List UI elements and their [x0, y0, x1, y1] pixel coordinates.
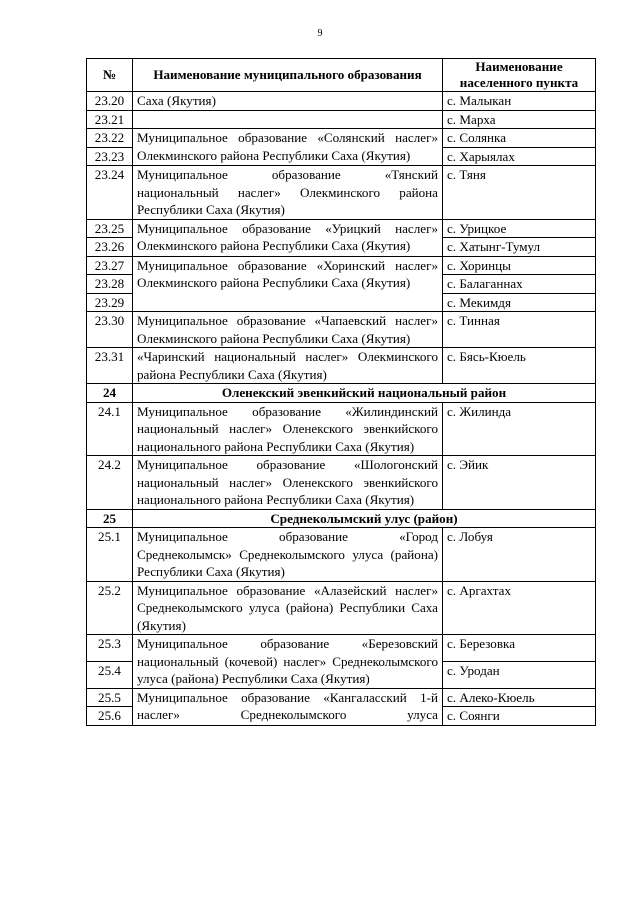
- row-number: 25.3: [87, 635, 133, 662]
- settlement-cell: с. Малыкан: [443, 92, 596, 111]
- settlement-cell: с. Эйик: [443, 456, 596, 510]
- row-number: 23.27: [87, 256, 133, 275]
- row-number: 24.1: [87, 402, 133, 456]
- section-row: [87, 384, 596, 403]
- settlement-cell: с. Соянги: [443, 707, 596, 726]
- table-row: [87, 456, 596, 510]
- municipality-cell: [133, 110, 443, 129]
- settlement-cell: с. Аргахтах: [443, 581, 596, 635]
- settlement-cell: с. Алеко-Кюель: [443, 688, 596, 707]
- table-row: [87, 312, 596, 348]
- row-number: 23.29: [87, 293, 133, 312]
- row-number: 25.1: [87, 528, 133, 582]
- row-number: 23.22: [87, 129, 133, 148]
- page-number: 9: [317, 28, 323, 39]
- row-number: 23.31: [87, 348, 133, 384]
- row-number: 25.2: [87, 581, 133, 635]
- settlement-cell: с. Балаганнах: [443, 275, 596, 294]
- section-number: 24: [87, 384, 133, 403]
- municipality-cell: Саха (Якутия): [133, 92, 443, 111]
- table-row: [87, 92, 596, 111]
- row-number: 23.24: [87, 166, 133, 220]
- row-number: 25.5: [87, 688, 133, 707]
- settlement-cell: с. Мекимдя: [443, 293, 596, 312]
- table-row: [87, 635, 596, 662]
- table-row: [87, 166, 596, 220]
- settlement-cell: с. Тяня: [443, 166, 596, 220]
- table-header-row: [87, 59, 596, 92]
- settlements-table: [86, 58, 596, 726]
- row-number: 23.30: [87, 312, 133, 348]
- settlement-cell: с. Лобуя: [443, 528, 596, 582]
- header-settlement: Наименование населенного пункта: [443, 59, 596, 92]
- table-row: [87, 256, 596, 275]
- row-number: 23.23: [87, 147, 133, 166]
- table-row: [87, 581, 596, 635]
- municipality-cell: Муниципальное образование «Хоринский наслег» Олекминского района Республики Саха (Якутия): [133, 256, 443, 312]
- row-number: 23.21: [87, 110, 133, 129]
- section-number: 25: [87, 509, 133, 528]
- municipality-cell: Муниципальное образование «Кангаласский 1-й наслег» Среднеколымского улуса: [133, 688, 443, 725]
- municipality-cell: Муниципальное образование «Солянский наслег» Олекминского района Республики Саха (Якутия): [133, 129, 443, 166]
- table-row: [87, 348, 596, 384]
- row-number: 24.2: [87, 456, 133, 510]
- header-num: №: [87, 59, 133, 92]
- settlement-cell: с. Хатынг-Тумул: [443, 238, 596, 257]
- table-row: [87, 129, 596, 148]
- row-number: 23.20: [87, 92, 133, 111]
- table-row: [87, 219, 596, 238]
- row-number: 25.6: [87, 707, 133, 726]
- municipality-cell: Муниципальное образование «Березовский национальный (кочевой) наслег» Среднеколымского улуса (района) Республики Саха (Якутия): [133, 635, 443, 689]
- row-number: 23.28: [87, 275, 133, 294]
- municipality-cell: «Чаринский национальный наслег» Олекминского района Республики Саха (Якутия): [133, 348, 443, 384]
- section-title: Оленекский эвенкийский национальный район: [133, 384, 596, 403]
- settlement-cell: с. Тинная: [443, 312, 596, 348]
- municipality-cell: Муниципальное образование «Тянский национальный наслег» Олекминского района Республики Саха (Якутия): [133, 166, 443, 220]
- municipality-cell: Муниципальное образование «Алазейский наслег» Среднеколымского улуса (района) Республики Саха (Якутия): [133, 581, 443, 635]
- row-number: 25.4: [87, 661, 133, 688]
- municipality-cell: Муниципальное образование «Урицкий наслег» Олекминского района Республики Саха (Якутия): [133, 219, 443, 256]
- municipality-cell: Муниципальное образование «Город Среднеколымск» Среднеколымского улуса (района) Республики Саха (Якутия): [133, 528, 443, 582]
- settlement-cell: с. Харыялах: [443, 147, 596, 166]
- table-row: [87, 110, 596, 129]
- settlement-cell: с. Урицкое: [443, 219, 596, 238]
- municipality-cell: Муниципальное образование «Чапаевский наслег» Олекминского района Республики Саха (Якутия): [133, 312, 443, 348]
- settlement-cell: с. Жилинда: [443, 402, 596, 456]
- table-row: [87, 688, 596, 707]
- header-municipality: Наименование муниципального образования: [133, 59, 443, 92]
- row-number: 23.25: [87, 219, 133, 238]
- table-row: [87, 528, 596, 582]
- settlement-cell: с. Бясь-Кюель: [443, 348, 596, 384]
- table-body: [87, 92, 596, 726]
- municipality-cell: Муниципальное образование «Жилиндинский национальный наслег» Оленекского эвенкийского национального района Республики Саха (Якутия): [133, 402, 443, 456]
- settlement-cell: с. Солянка: [443, 129, 596, 148]
- section-row: [87, 509, 596, 528]
- row-number: 23.26: [87, 238, 133, 257]
- table-row: [87, 402, 596, 456]
- municipality-cell: Муниципальное образование «Шологонский национальный наслег» Оленекского эвенкийского национального района Республики Саха (Якутия): [133, 456, 443, 510]
- settlement-cell: с. Березовка: [443, 635, 596, 662]
- settlement-cell: с. Хоринцы: [443, 256, 596, 275]
- settlement-cell: с. Уродан: [443, 661, 596, 688]
- settlement-cell: с. Марха: [443, 110, 596, 129]
- section-title: Среднеколымский улус (район): [133, 509, 596, 528]
